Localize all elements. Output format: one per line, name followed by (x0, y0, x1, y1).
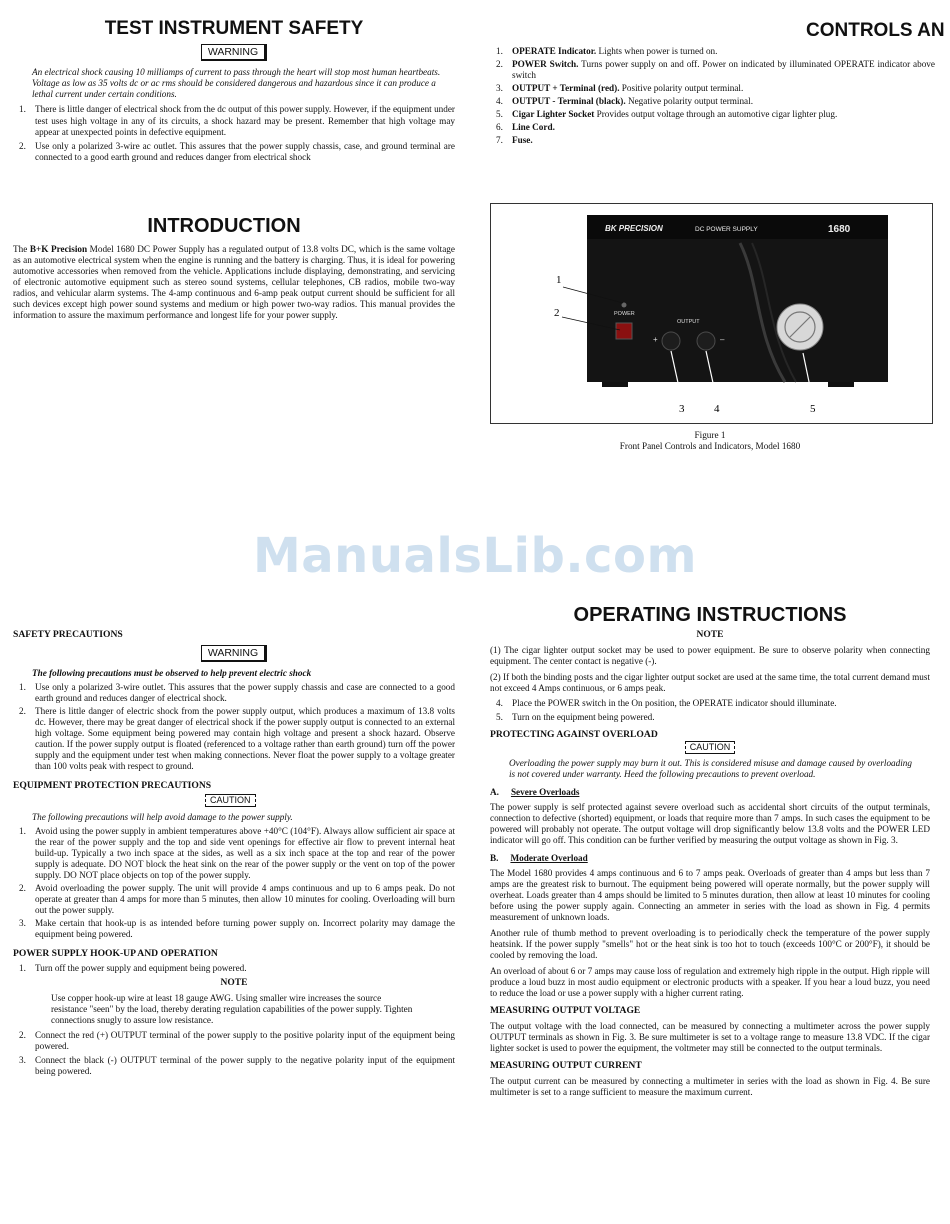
controls-title-wrap (806, 20, 950, 43)
moderate-overload-text-2: Another rule of thumb method to prevent overloading is to periodically check the temperature of the power supply heatsink. If the power supply "smells" hot or the heat sink is too hot to touch (exceeds 100°C or 200°F), it should be cooled by removing the load. (490, 928, 930, 961)
severe-overload-heading: A. Severe Overloads (490, 786, 580, 797)
measure-current-title: MEASURING OUTPUT CURRENT (490, 1060, 642, 1072)
moderate-overload-text-1: The Model 1680 provides 4 amps continuous and 6 to 7 amps peak. Overloads of greater than 4 amps but less than 7 amps are the greatest risk to burnout. The equipment being powered will operate normally, but the power supply will overheat. Loads greater than 4 amps should be limited to 5 minutes duration, then allow at least 10 minutes for cooling before using the power supply again. Connecting an ammeter in series with the load as shown in Fig. 4 permits measurement of unknown loads. (490, 868, 930, 923)
callout-4: 4 (714, 403, 720, 415)
output-positive-terminal (662, 332, 680, 350)
introduction-body: The B+K Precision Model 1680 DC Power Supply has a regulated output of 13.8 volts DC, which is the same voltage as an automotive electrical system when the engine is running and the battery is charging. Thus, it is ideal for powering automotive accessories when removed from the vehicle. Applications include displaying, demonstrating, and servicing of electronic automotive equipment such as stereo sound systems, cellular telephones, CB radios, mobile two-way radios, and vehicular alarm systems. The 4-amp continuous and 6-amp peak output current should be sufficient for all such devices except high power sound systems and medium or high power two-way radios. This manual provides the information to assure the maximum performance and longest life for your power supply. (13, 244, 455, 321)
brand-name: B+K Precision (29, 244, 88, 254)
operating-note-2: (2) If both the binding posts and the cigar lighter output socket are used at the same time, the total current demand must not exceed 4 Amps continuous, or 6 amps peak. (490, 672, 930, 694)
hookup-title: POWER SUPPLY HOOK-UP AND OPERATION (13, 948, 218, 960)
callout-2: 2 (554, 307, 560, 319)
hookup-note-text: Use copper hook-up wire at least 18 gauge AWG. Using smaller wire increases the source resistance "seen" by the load, thereby derating regulation capabilities of the power supply. Tighten connections snugly to assure low resistance. (51, 992, 413, 1025)
controls-list (490, 46, 935, 146)
equipment-caution-badge: CAUTION (205, 794, 256, 807)
panel-title: DC POWER SUPPLY (695, 226, 758, 233)
operating-item-4: 4. Place the POWER switch in the On position, the OPERATE indicator should illuminate. (496, 697, 837, 708)
hookup-item-3: 3. Connect the black (-) OUTPUT terminal of the power supply to the negative polarity input of the equipment being powered. (19, 1055, 455, 1077)
device-foot-left (602, 382, 628, 387)
controls-title: CONTROLS AN (806, 20, 945, 41)
control-item-6: 6. Line Cord. (496, 122, 555, 133)
moderate-overload-heading: B. Moderate Overload (490, 853, 588, 864)
output-plus-sign: + (653, 335, 658, 344)
output-negative-terminal (697, 332, 715, 350)
safety-section (13, 18, 455, 163)
operating-note-label: NOTE (696, 630, 724, 640)
overload-title: PROTECTING AGAINST OVERLOAD (490, 728, 658, 740)
precautions-lead: The following precautions must be observed to help prevent electric shock (32, 668, 312, 679)
safety-item-1: 1. There is little danger of electrical shock from the dc output of this power supply. However, if the equipment under test uses high voltage in any of its circuits, a shock hazard may be present. Remember that high voltage may appear at unexpected points in defective equipment. (19, 104, 455, 137)
control-item-3: 3. OUTPUT + Terminal (red). Positive polarity output terminal. (496, 83, 744, 94)
hookup-note-label: NOTE (220, 977, 248, 988)
operating-section (490, 603, 930, 1098)
introduction-section (13, 214, 455, 321)
callout-3: 3 (679, 403, 685, 415)
hookup-item-2: 2. Connect the red (+) OUTPUT terminal of the power supply to the positive polarity input of the equipment being powered. (19, 1030, 455, 1052)
hookup-item-1: 1. Turn off the power supply and equipment being powered. (19, 962, 247, 973)
equipment-item-3: 3. Make certain that hook-up is as intended before turning power supply on. Incorrect polarity may damage the equipment being powered. (19, 917, 455, 939)
overload-caution-badge: CAUTION (685, 741, 736, 754)
equipment-lead: The following precautions will help avoid damage to the power supply. (32, 811, 293, 822)
operating-item-5: 5. Turn on the equipment being powered. (496, 711, 655, 722)
equipment-item-1: 1. Avoid using the power supply in ambient temperatures above +40°C (104°F). Always allow sufficient air space at the rear of the power supply and the top and side vent openings for effective air flow to prevent internal heat build-up. Typically a two inch space at the sides, as well as a six inch space at the top and rear of the power supply is adequate. DO NOT block the heat sink on the rear of the power supply or the vent on top of the power supply. DO NOT place objects on top of the power supply. (19, 825, 455, 880)
introduction-title: INTRODUCTION (147, 215, 301, 237)
warning-badge: WARNING (201, 44, 267, 62)
panel-model: 1680 (828, 224, 851, 235)
measure-voltage-text: The output voltage with the load connected, can be measured by connecting a multimeter across the power supply OUTPUT terminals as shown in Fig. 3. Be sure multimeter is set to a voltage range to measure 13.8 VDC. If the cigar lighter socket is used to power the equipment, the voltmeter may still be connected to the output terminals. (490, 1020, 930, 1054)
device-body (587, 215, 888, 382)
brand-logo: BK PRECISION (605, 224, 663, 233)
power-switch (616, 323, 632, 339)
control-item-4: 4. OUTPUT - Terminal (black). Negative polarity output terminal. (496, 96, 753, 107)
safety-title: TEST INSTRUMENT SAFETY (104, 18, 364, 39)
measure-current-text: The output current can be measured by connecting a multimeter in series with the load as shown in Fig. 4. Be sure multimeter is set to a range sufficient to measure the maximum current. (490, 1075, 930, 1097)
precautions-section (13, 629, 455, 1077)
operating-title: OPERATING INSTRUCTIONS (573, 604, 847, 626)
precautions-warning-badge: WARNING (201, 645, 267, 663)
measure-voltage-title: MEASURING OUTPUT VOLTAGE (490, 1005, 641, 1017)
figure-1-caption: Figure 1 Front Panel Controls and Indicators, Model 1680 (619, 430, 801, 452)
control-item-7: 7. Fuse. (496, 135, 533, 146)
precautions-title: SAFETY PRECAUTIONS (13, 629, 123, 640)
precaution-item-1: 1. Use only a polarized 3-wire outlet. This assures that the power supply chassis and case are connected to a good earth ground and reduces danger of electrical shock. (19, 682, 455, 704)
operating-note-1: (1) The cigar lighter output socket may be used to power equipment. Be sure to observe polarity when connecting equipment. The center contact is negative (-). (490, 645, 930, 667)
moderate-overload-text-3: An overload of about 6 or 7 amps may cause loss of regulation and extremely high ripple in the output. High ripple will produce a loud buzz in most audio equipment or electronic products with a speaker. If you hear a loud buzz, you need to reduce the load or use a power supply with a higher current rating. (490, 966, 930, 999)
safety-intro: An electrical shock causing 10 milliamps of current to pass through the heart will stop most human heartbeats. Voltage as low as 35 volts dc or ac rms should be considered dangerous and hazardous since it can produce a lethal current under certain conditions. (32, 67, 441, 100)
control-item-1: 1. OPERATE Indicator. Lights when power is turned on. (496, 46, 718, 56)
watermark-text: ManualsLib.com (253, 528, 697, 584)
output-minus-sign: – (720, 335, 725, 344)
device-foot-right (828, 382, 854, 387)
overload-caution-text: Overloading the power supply may burn it out. This is considered misuse and damage caused by overloading is not covered under warranty. Heed the following precautions to prevent overload. (509, 757, 912, 779)
callout-1: 1 (556, 274, 562, 286)
operate-indicator (622, 303, 627, 308)
control-item-5: 5. Cigar Lighter Socket Provides output voltage through an automotive cigar lighter plug. (496, 109, 838, 120)
output-label: OUTPUT (677, 319, 700, 325)
equipment-item-2: 2. Avoid overloading the power supply. The unit will provide 4 amps continuous and up to 6 amps peak. Do not operate at greater than 4 amps for more than 5 minutes, then allow 10 minutes for cooling. Overloading will burn out the power supply. (19, 882, 455, 915)
precaution-item-2: 2. There is little danger of electric shock from the power supply output, which produces a maximum of 13.8 volts dc. However, there may be great danger of electrical shock if the power supply output is connected to an external high voltage. Some equipment being powered may contain high voltage and present a shock hazard. Observe caution. If the power supply output is floated (referenced to a voltage rather than earth ground) turn off the power supply and the equipment under test when making connections. Never float the power supply to a voltage greater than 100 volts peak with respect to ground. (19, 706, 455, 772)
callout-5: 5 (810, 403, 816, 415)
control-item-2: 2. POWER Switch. Turns power supply on and off. Power on indicated by illuminated OPERATE indicator above switch (496, 59, 935, 81)
front-panel-illustration (490, 203, 933, 424)
equipment-title: EQUIPMENT PROTECTION PRECAUTIONS (13, 780, 212, 792)
safety-item-2: 2. Use only a polarized 3-wire ac outlet. This assures that the power supply chassis, case, and ground terminal are connected to a good earth ground and reduces danger from electrical shock (19, 140, 455, 162)
severe-overload-text: The power supply is self protected against severe overload such as accidental short circuits of the output terminals, connection to defective (shorted) equipment, or loads that require more than 7 amps. In such cases the equipment to be powered will probably not operate. The output voltage will drop significantly below 13.8 volts and the POWER LED indicator will go off. This condition can be further verified by measuring the output voltage as shown in Fig. 3. (490, 801, 930, 846)
power-label: POWER (614, 311, 635, 317)
